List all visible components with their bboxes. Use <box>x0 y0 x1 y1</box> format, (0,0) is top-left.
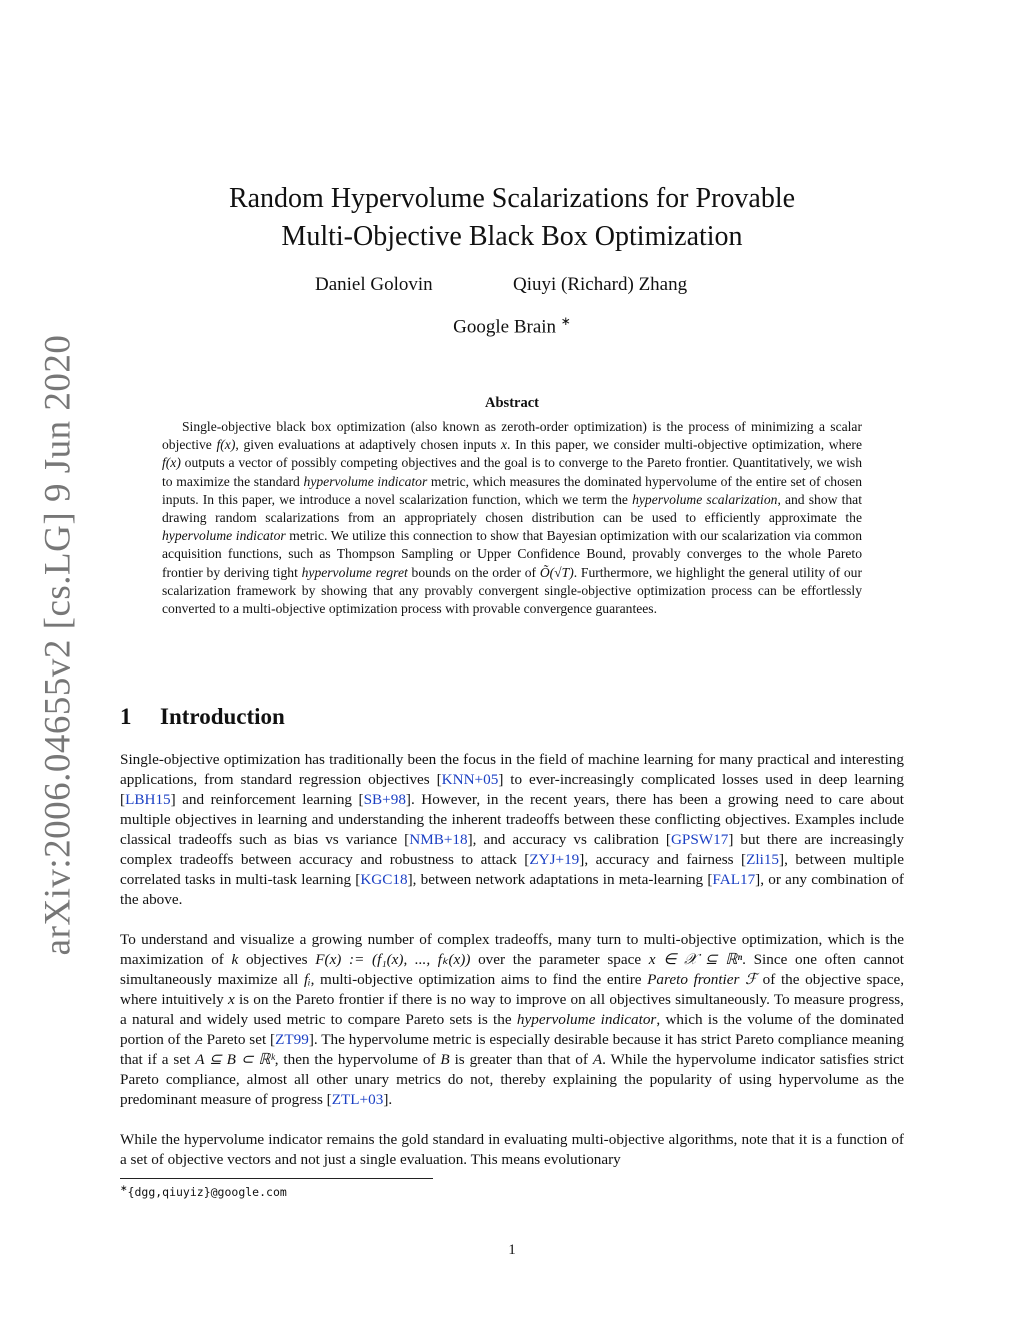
citation-nmb18[interactable]: NMB+18 <box>409 831 468 848</box>
citation-zli15[interactable]: Zli15 <box>746 851 780 868</box>
title-line-2: Multi-Objective Black Box Optimization <box>281 221 743 252</box>
title-line-1: Random Hypervolume Scalarizations for Provable <box>228 183 796 214</box>
affiliation-footnote-mark: ∗ <box>560 314 571 328</box>
citation-knn05[interactable]: KNN+05 <box>441 771 499 788</box>
citation-zyj19[interactable]: ZYJ+19 <box>529 851 580 868</box>
section-number: 1 <box>120 704 132 729</box>
author-golovin: Daniel Golovin <box>315 274 433 295</box>
citation-ztl03[interactable]: ZTL+03 <box>331 1091 384 1108</box>
affiliation-name: Google Brain <box>453 316 557 338</box>
arxiv-identifier: arXiv:2006.04655v2 [cs.LG] 9 Jun 2020 <box>37 334 79 956</box>
citation-kgc18[interactable]: KGC18 <box>360 871 408 888</box>
intro-paragraph-1: Single-objective optimization has traditionally been the focus in the field of machine learning for many practical and interesting applications, from standard regression objectives [KNN+05] to ever-increasingly complicated losses used in deep learning [LBH15] and reinforcement learning [SB+98]. However, in the recent years, there has been a growing need to care about multiple objectives in learning and understanding the inherent tradeoffs between these conflicting objectives. Examples include classical tradeoffs such as bias vs variance [NMB+18], and accuracy vs calibration [GPSW17] but there are increasingly complex tradeoffs between accuracy and robustness to attack [ZYJ+19], accuracy and fairness [Zli15], between multiple correlated tasks in multi-task learning [KGC18], between network adaptations in meta-learning [FAL17], or any combination of the above. <box>120 751 904 908</box>
citation-fal17[interactable]: FAL17 <box>712 871 756 888</box>
author-zhang: Qiuyi (Richard) Zhang <box>513 274 688 295</box>
citation-zt99[interactable]: ZT99 <box>275 1031 309 1048</box>
paper-title <box>160 180 864 256</box>
affiliation <box>160 314 864 338</box>
footnote-email[interactable]: {dgg,qiuyiz}@google.com <box>127 1184 287 1199</box>
citation-gpsw17[interactable]: GPSW17 <box>670 831 729 848</box>
section-heading-introduction <box>120 704 285 730</box>
abstract-heading: Abstract <box>485 395 539 411</box>
abstract-body: Single-objective black box optimization (also known as zeroth-order optimization) is the process of minimizing a scalar objective f(x), given evaluations at adaptively chosen inputs x. In this paper, we consider multi-objective optimization, where f(x) outputs a vector of possibly competing objectives and the goal is to converge to the Pareto frontier. Quantitatively, we wish to maximize the standard hypervolume indicator metric, which measures the dominated hypervolume of the entire set of chosen inputs. In this paper, we introduce a novel scalarization function, which we term the hypervolume scalarization, and show that drawing random scalarizations from an appropriately chosen distribution can be used to efficiently approximate the hypervolume indicator metric. We utilize this connection to show that Bayesian optimization with our scalarization via common acquisition functions, such as Thompson Sampling or Upper Confidence Bound, provably converges to the whole Pareto frontier by deriving tight hypervolume regret bounds on the order of Õ(√T). Furthermore, we highlight the general utility of our scalarization framework by showing that any provably convergent single-objective optimization process can be effortlessly converted to a multi-objective optimization process with provable convergence guarantees. <box>162 419 862 617</box>
page-number: 1 <box>508 1242 516 1258</box>
footnote <box>120 1183 287 1199</box>
footnote-mark: ∗ <box>120 1183 128 1193</box>
intro-paragraph-3: While the hypervolume indicator remains the gold standard in evaluating multi-objective algorithms, note that it is a function of a set of objective vectors and not just a single evaluation. This means evolutionary <box>120 1131 904 1168</box>
citation-sb98[interactable]: SB+98 <box>363 791 406 808</box>
footnote-divider <box>120 1178 433 1179</box>
citation-lbh15[interactable]: LBH15 <box>125 791 171 808</box>
intro-paragraph-2: To understand and visualize a growing number of complex tradeoffs, many turn to multi-objective optimization, which is the maximization of k objectives F(x) := (f₁(x), ..., fₖ(x)) over the parameter space x ∈ 𝒳 ⊆ ℝⁿ. Since one often cannot simultaneously maximize all fᵢ, multi-objective optimization aims to find the entire Pareto frontier ℱ of the objective space, where intuitively x is on the Pareto frontier if there is no way to improve on all objectives simultaneously. To measure progress, a natural and widely used metric to compare Pareto sets is the hypervolume indicator, which is the volume of the dominated portion of the Pareto set [ZT99]. The hypervolume metric is especially desirable because it has strict Pareto compliance meaning that if a set A ⊆ B ⊂ ℝᵏ, then the hypervolume of B is greater than that of A. While the hypervolume indicator satisfies strict Pareto compliance, almost all other unary metrics do not, thereby explaining the popularity of using hypervolume as the predominant measure of progress [ZTL+03]. <box>120 931 904 1108</box>
section-title: Introduction <box>160 704 285 729</box>
